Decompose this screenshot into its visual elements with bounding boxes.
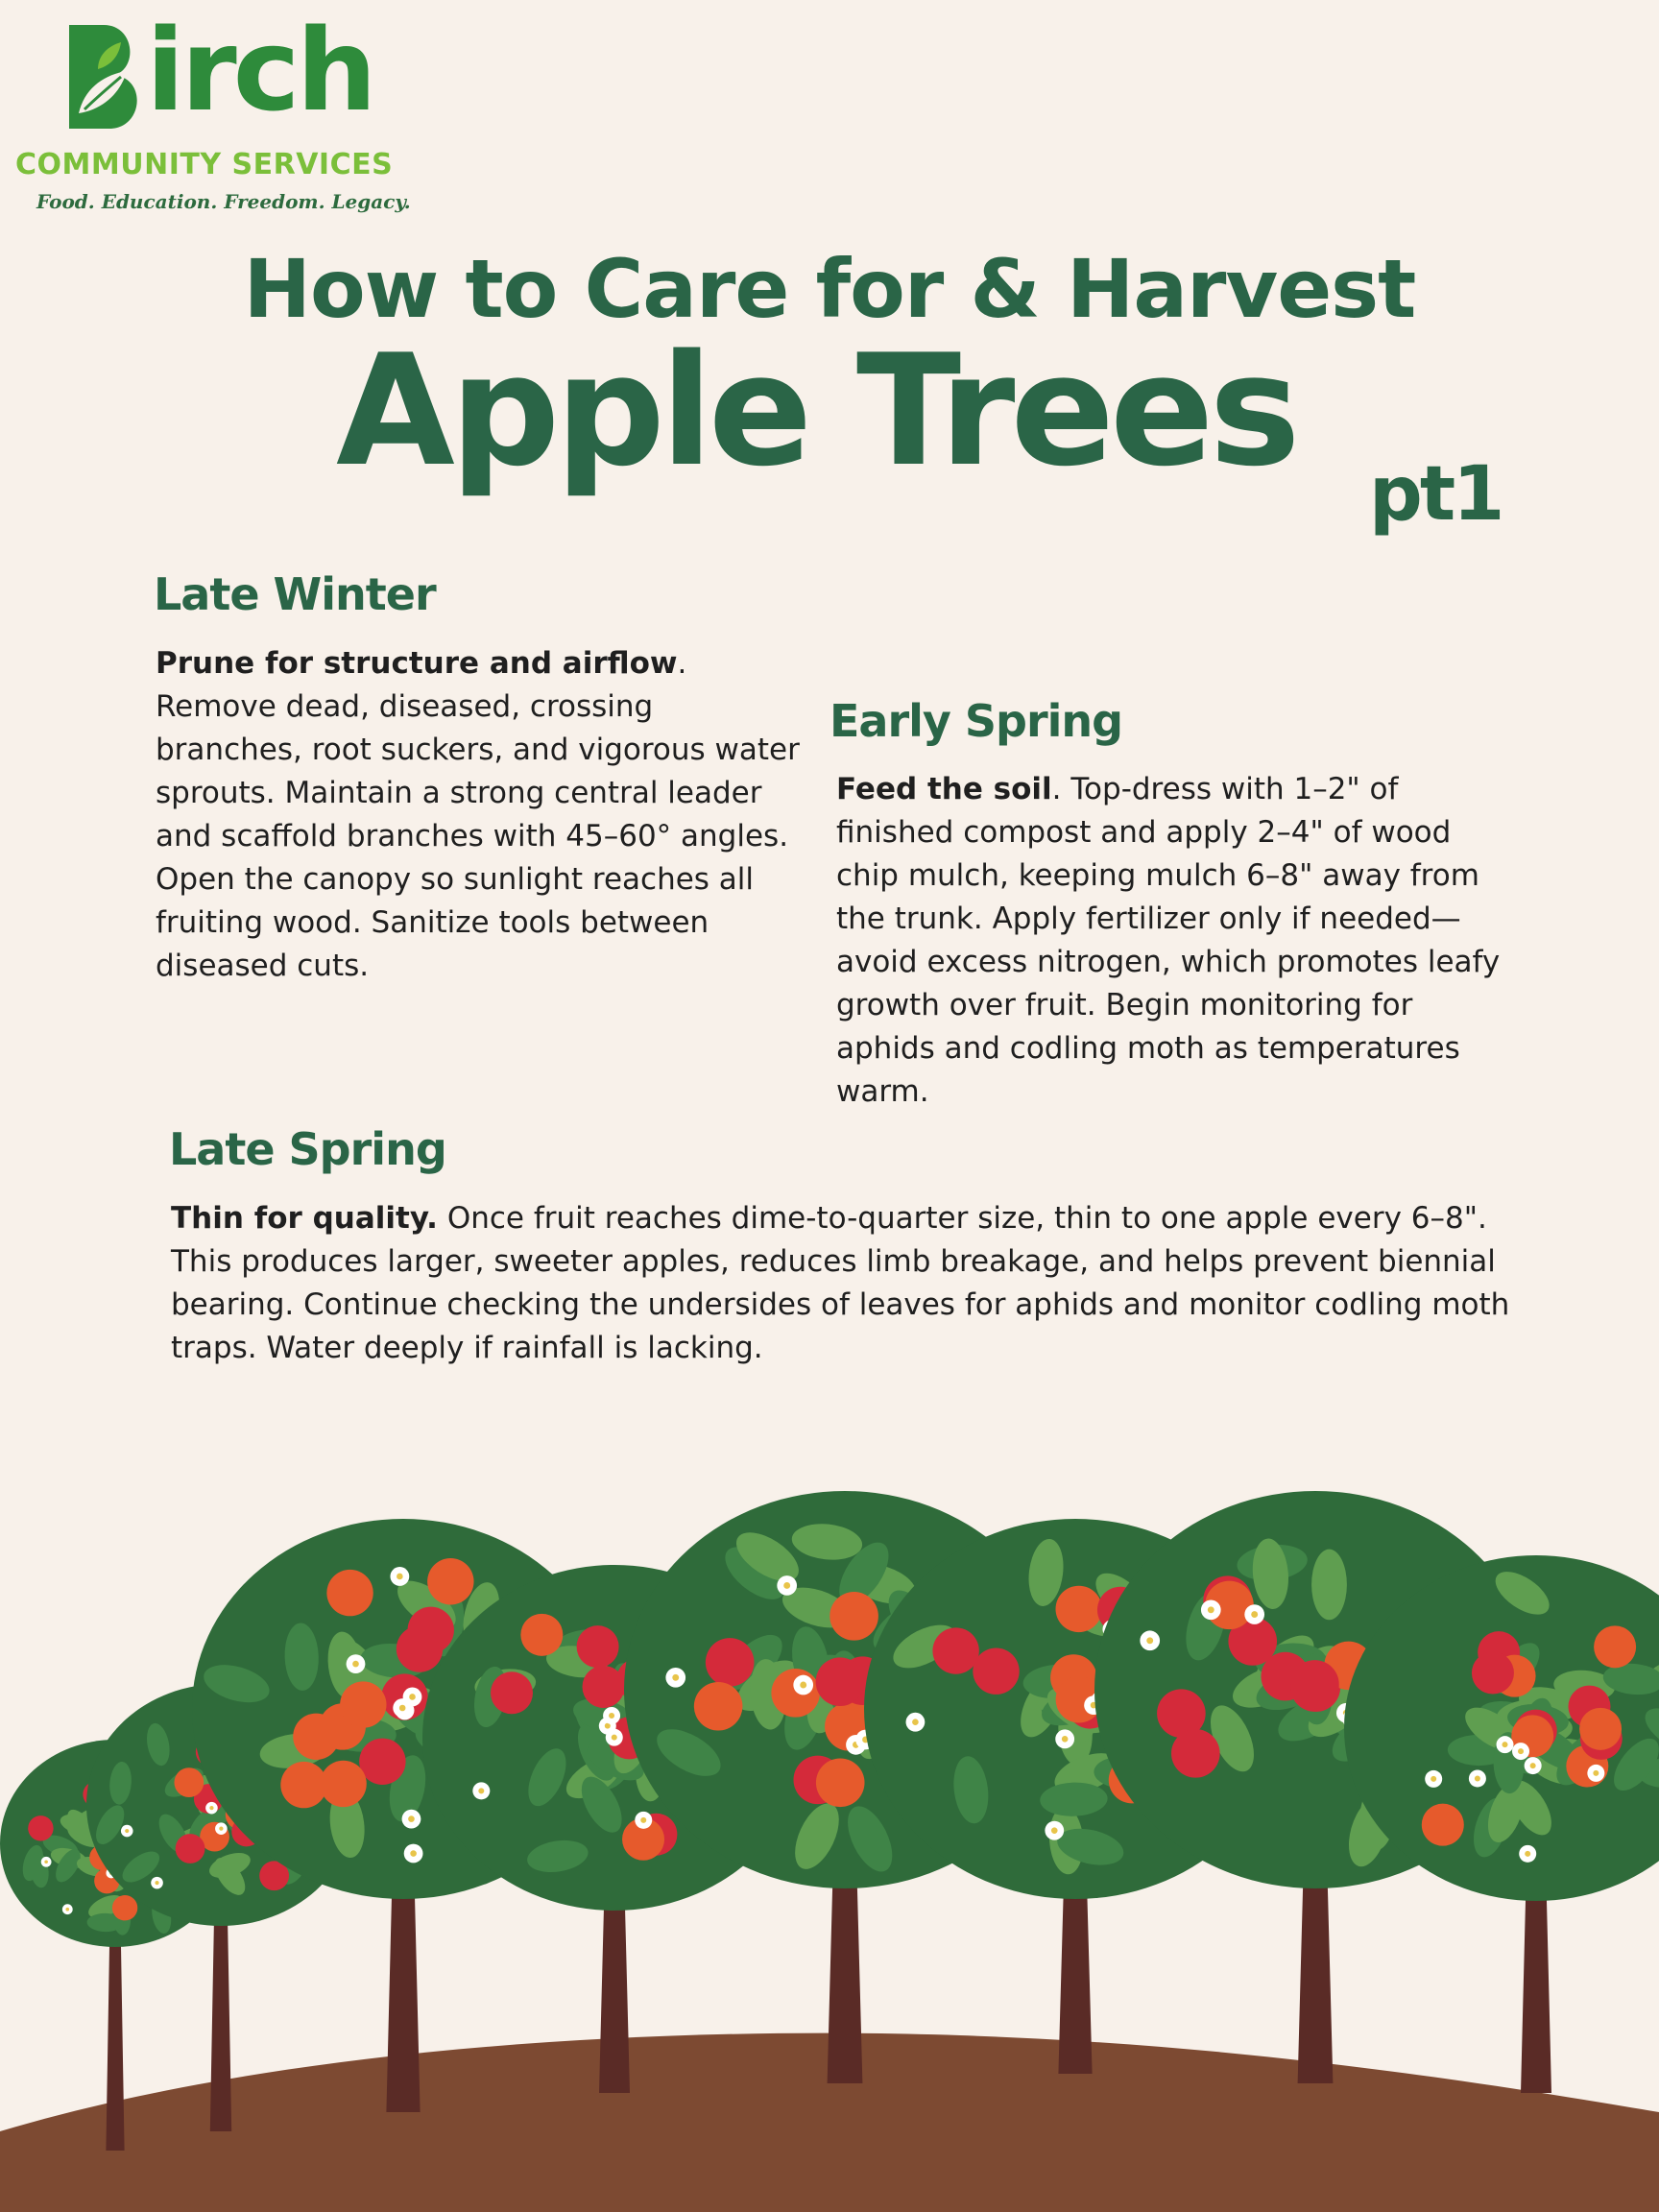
apple [706,1638,755,1687]
early-spring-heading: Early Spring [830,695,1123,747]
blossom-center [397,1574,403,1580]
logo-org-name: COMMUNITY SERVICES [15,148,394,181]
leaf-cluster [1311,1550,1347,1621]
blossom-center [408,1815,415,1822]
blossom-center [800,1682,806,1689]
apple [176,1834,205,1863]
title-line-2: Apple Trees [336,321,1296,500]
org-logo [13,4,417,215]
blossom-center [672,1674,679,1681]
late-winter-lead: Prune for structure and airflow [156,646,678,681]
apple [932,1627,978,1673]
blossom-center [640,1817,646,1823]
apple [112,1895,137,1920]
blossom-center [1208,1606,1214,1613]
early-spring-text [836,768,1508,1114]
blossom-center [155,1881,158,1885]
logo-tagline: Food. Education. Freedom. Legacy. [36,190,411,213]
blossom-center [399,1705,406,1712]
apple [1056,1586,1102,1632]
blossom-center [912,1719,919,1725]
apple [1579,1708,1622,1750]
late-winter-body: . Remove dead, diseased, crossing branches, root suckers, and vigorous water sprouts. Maintain a strong central leader and scaffold branches with 45–60° angles. Open the canopy so sunlight reaches all fruiting wood. Sanitize tools between diseased cuts. [156,646,800,983]
apple [359,1739,405,1785]
late-spring-text [171,1197,1534,1370]
apple [408,1607,454,1653]
apple [174,1767,204,1797]
apple [694,1682,743,1731]
blossom-center [1593,1770,1599,1776]
blossom-center [1475,1775,1480,1781]
blossom-center [1051,1827,1058,1834]
apple [28,1815,53,1840]
title-line-1: How to Care for & Harvest [243,242,1416,336]
apple [830,1592,878,1641]
blossom-center [44,1860,48,1863]
late-winter-text [156,642,808,988]
late-spring-body: Once fruit reaches dime-to-quarter size, thin to one apple every 6–8". This produces larger, sweeter apples, reduces limb breakage, and helps prevent biennial bearing. Continue checking the undersides of leaves for aphids and monitor codling moth traps. Water deeply if rainfall is lacking. [171,1201,1510,1365]
early-spring-body: . Top-dress with 1–2" of finished compost and apply 2–4" of wood chip mulch, keeping mulch 6–8" away from the trunk. Apply fertilizer only if needed—avoid excess nitrogen, which promotes leafy growth over fruit. Begin monitoring for aphids and codling moth as temperatures warm. [836,772,1501,1109]
apple [1422,1804,1464,1846]
blossom-center [612,1735,617,1741]
late-winter-heading: Late Winter [154,568,436,620]
blossom-center [1431,1776,1436,1782]
apple [816,1657,865,1706]
apple [816,1759,865,1808]
apple [326,1570,373,1616]
blossom-center [478,1788,484,1793]
blossom-center [1062,1736,1069,1743]
apple [1171,1729,1220,1778]
apple [520,1614,563,1656]
tree-group [0,1491,1659,2151]
apple [1290,1660,1339,1709]
early-spring-lead: Feed the soil [836,772,1052,806]
blossom-center [1146,1637,1153,1644]
blossom-center [1518,1748,1524,1754]
blossom-center [783,1582,790,1589]
apple [340,1681,386,1727]
blossom-center [609,1713,614,1719]
title-part-label: pt1 [1369,451,1503,538]
apple [427,1558,473,1604]
apple [973,1648,1019,1695]
apple [577,1625,619,1668]
blossom-center [410,1850,417,1857]
logo-wordmark: irch [146,4,373,136]
apple [771,1669,820,1718]
late-spring-heading: Late Spring [169,1123,446,1175]
apple-orchard-icon [0,1421,1659,2212]
blossom-center [209,1806,213,1810]
blossom-center [1502,1742,1507,1747]
blossom-center [219,1827,223,1831]
apple [491,1671,533,1714]
apple [320,1761,366,1807]
late-spring-lead: Thin for quality. [171,1201,438,1236]
blossom-center [409,1694,416,1700]
blossom-center [1530,1763,1536,1768]
blossom-center [352,1661,359,1668]
blossom-center [125,1829,129,1833]
blossom-center [1525,1851,1530,1857]
apple [1594,1625,1636,1668]
blossom-center [1251,1611,1258,1618]
blossom-center [65,1908,69,1911]
apple [1472,1652,1514,1695]
